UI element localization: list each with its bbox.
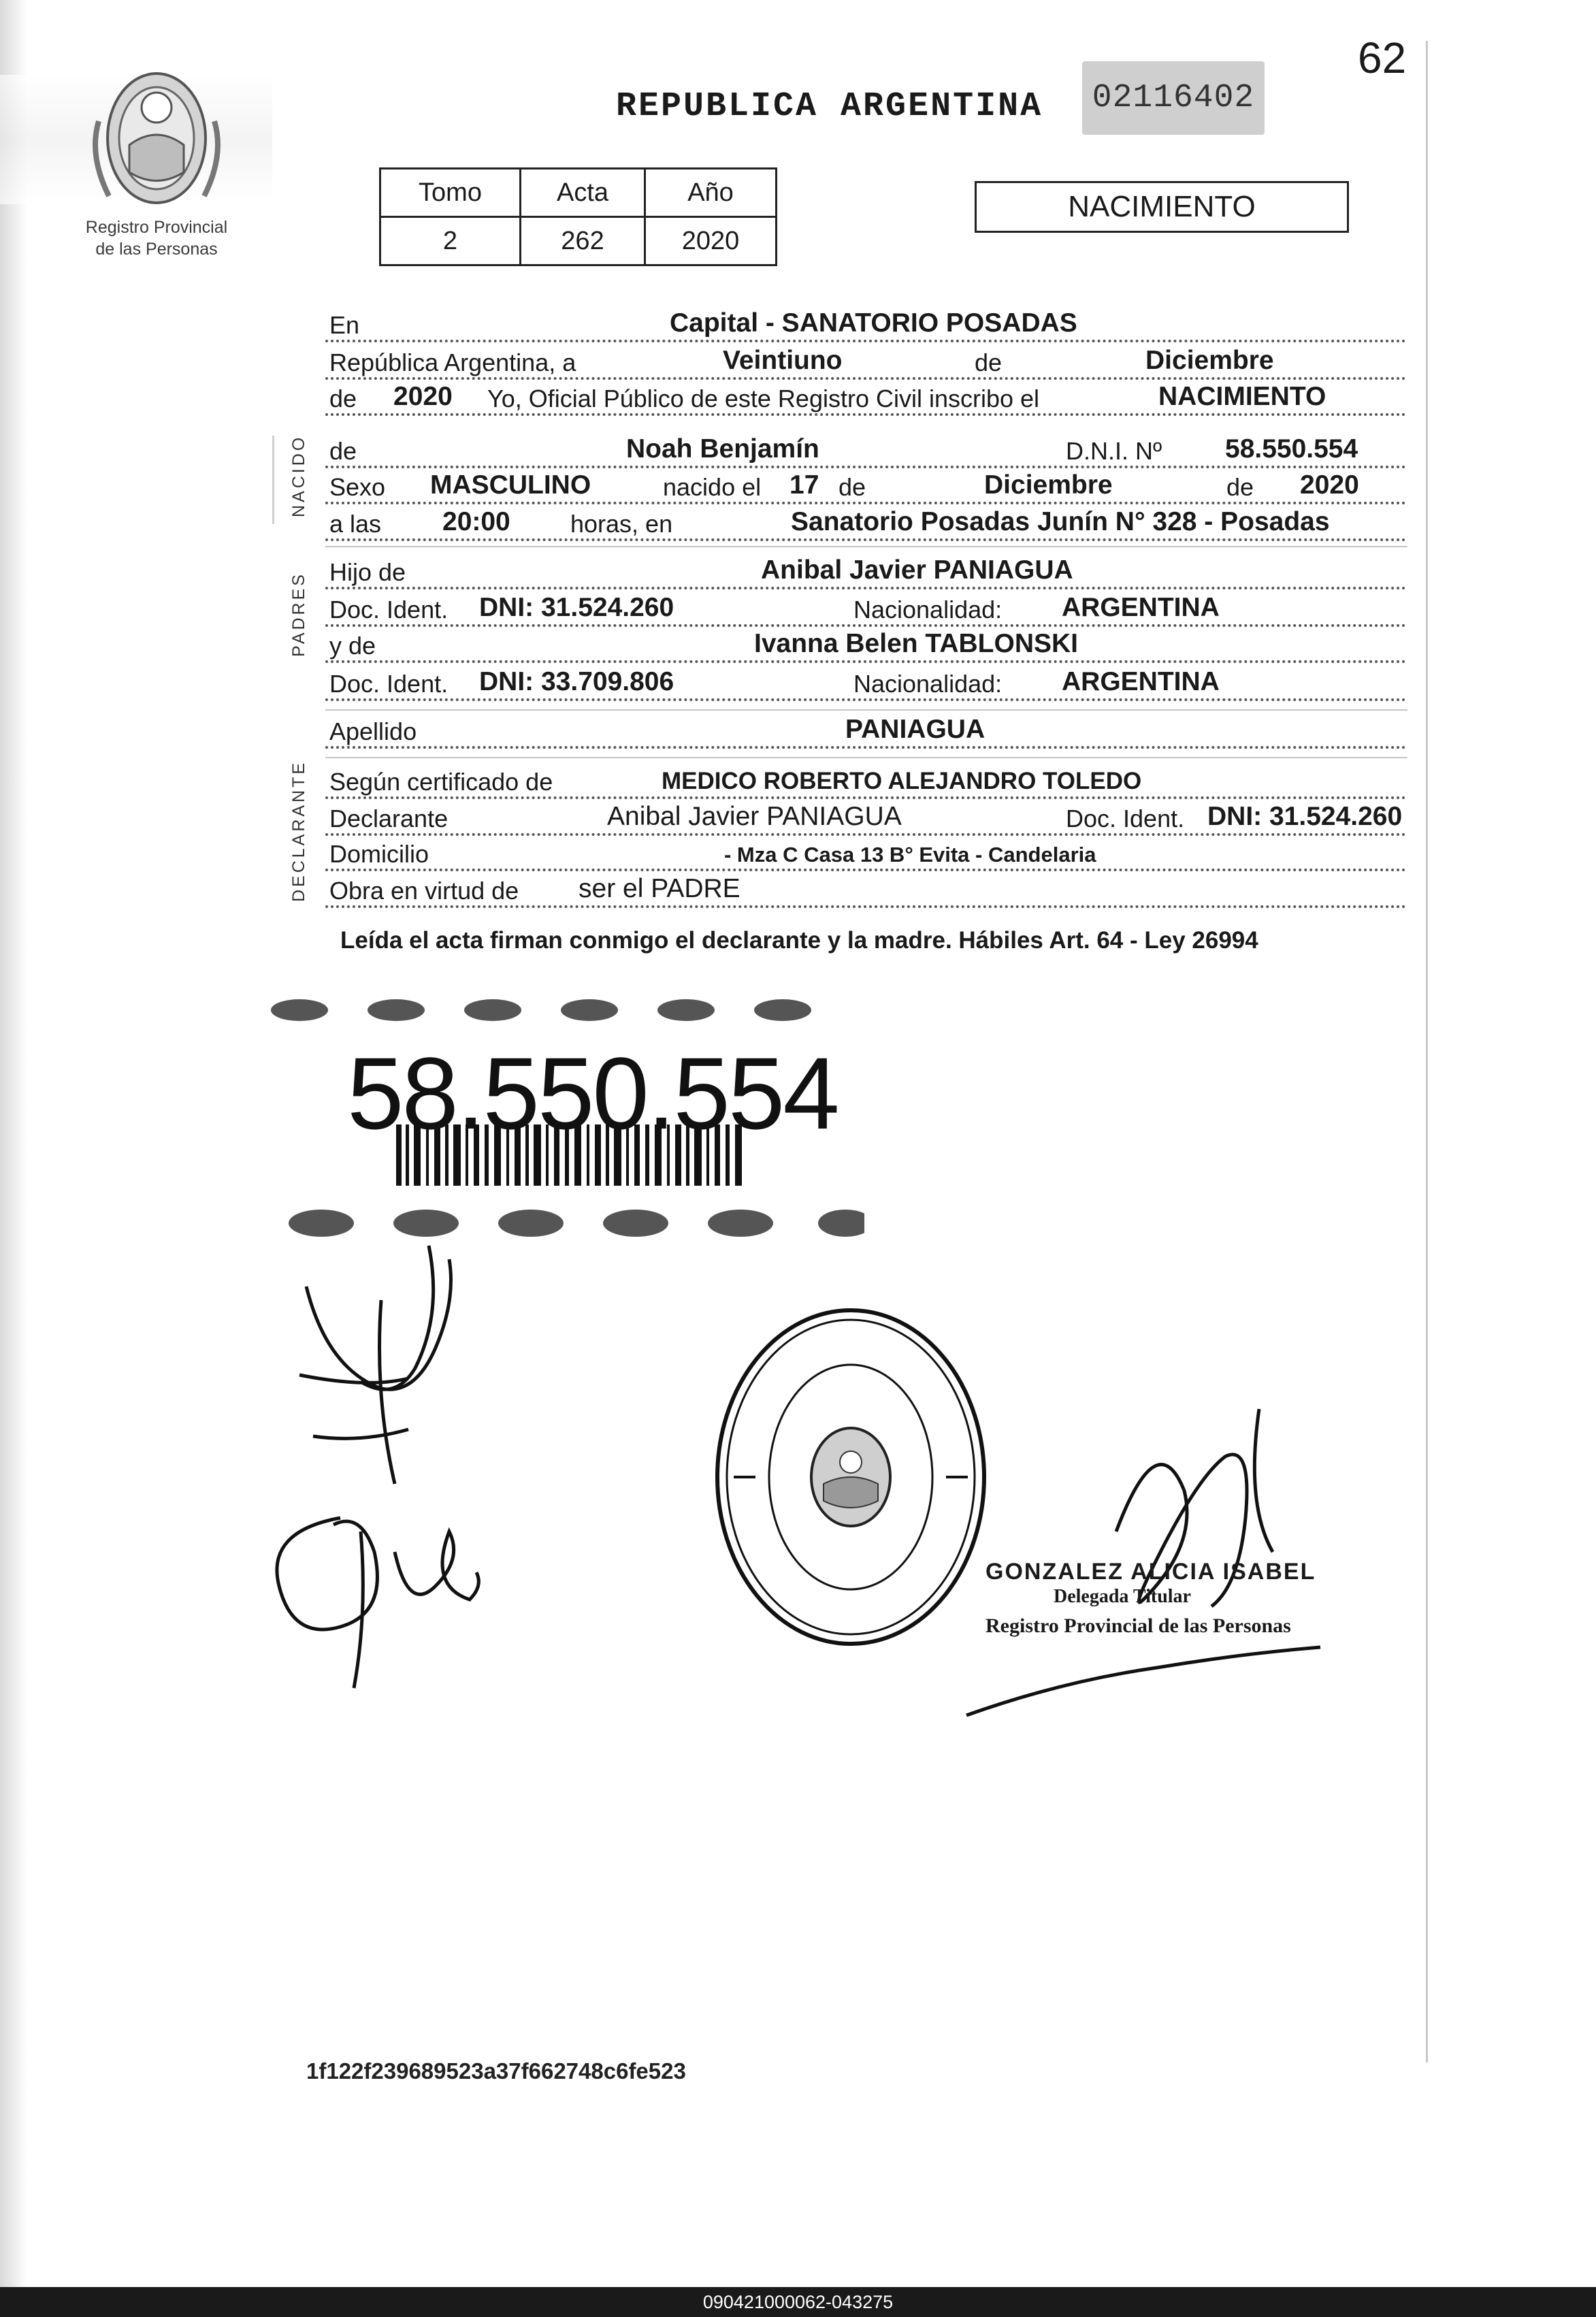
- signatory-name: GONZALEZ ALICIA ISABEL: [986, 1559, 1316, 1585]
- y-de-label: y de: [329, 632, 380, 660]
- nacido-el-label: nacido el: [659, 473, 765, 502]
- declarante-label: Declarante: [329, 805, 452, 833]
- scan-edge-right: [1426, 41, 1428, 2062]
- dni-value: 58.550.554: [1225, 434, 1358, 464]
- section-label-nacido: NACIDO: [289, 434, 308, 517]
- sexo-label: Sexo: [329, 473, 389, 502]
- section-rule: [325, 757, 1407, 758]
- en-label: En: [329, 311, 363, 340]
- scan-edge-left: [0, 0, 27, 2287]
- padre-nac-label: Nacionalidad:: [849, 596, 1006, 624]
- certificado-value: MEDICO ROBERTO ALEJANDRO TOLEDO: [662, 768, 1142, 794]
- signatory-office: Registro Provincial de las Personas: [986, 1615, 1291, 1637]
- registry-label: [65, 216, 248, 260]
- serial-stamp: [1082, 61, 1265, 135]
- field-row-madre: [325, 630, 1406, 664]
- padre-doc-value: DNI: 31.524.260: [479, 593, 674, 622]
- de-anio-label: de: [329, 385, 361, 413]
- mes-value: Diciembre: [1145, 346, 1274, 375]
- sexo-value: MASCULINO: [430, 470, 591, 500]
- document-title: REPUBLICA ARGENTINA: [616, 87, 1043, 126]
- act-type-box: NACIMIENTO: [975, 181, 1349, 233]
- inscribo-value: NACIMIENTO: [1158, 382, 1326, 411]
- section-rule: [325, 546, 1407, 547]
- apellido-value: PANIAGUA: [845, 715, 986, 744]
- field-row-apellido: [325, 716, 1406, 750]
- madre-value: Ivanna Belen TABLONSKI: [754, 629, 1079, 658]
- madre-nac-label: Nacionalidad:: [849, 670, 1006, 698]
- lugar-value: Sanatorio Posadas Junín N° 328 - Posadas: [791, 507, 1330, 536]
- declarante-doc-value: DNI: 31.524.260: [1207, 802, 1403, 831]
- madre-nac-value: ARGENTINA: [1062, 667, 1220, 696]
- apellido-label: Apellido: [329, 717, 421, 746]
- record-header-acta: Acta: [521, 169, 645, 217]
- dni-sticker-number: 58.550.554: [347, 1036, 838, 1150]
- hora-value: 20:00: [442, 507, 510, 536]
- obra-label: Obra en virtud de: [329, 877, 523, 905]
- de-nac-anio-label: de: [1222, 473, 1258, 502]
- madre-doc-label: Doc. Ident.: [329, 670, 452, 698]
- inscribo-label: Yo, Oficial Público de este Registro Civil inscribo el: [483, 385, 1043, 413]
- field-row-hora: [325, 508, 1406, 542]
- field-row-domicilio: [325, 839, 1406, 873]
- obra-value: ser el PADRE: [579, 874, 740, 903]
- signature-declarante-icon: [259, 1232, 531, 1695]
- de-nombre-label: de: [329, 437, 361, 466]
- record-value-acta: 262: [521, 217, 645, 265]
- field-row-inscribo: [325, 383, 1406, 417]
- padre-doc-label: Doc. Ident.: [329, 596, 452, 624]
- coat-of-arms-icon: [82, 60, 231, 213]
- registry-label-line1: Registro Provincial: [85, 218, 228, 237]
- serial-stamp-text: 02116402: [1092, 80, 1255, 116]
- section-divider: [272, 436, 274, 524]
- record-value-tomo: 2: [380, 217, 521, 265]
- nac-anio-value: 2020: [1300, 470, 1359, 500]
- dni-label: D.N.I. Nº: [1062, 437, 1166, 466]
- section-label-padres: PADRES: [289, 572, 308, 657]
- nac-dia-value: 17: [789, 470, 819, 500]
- field-row-en: [325, 310, 1406, 344]
- domicilio-value: - Mza C Casa 13 B° Evita - Candelaria: [724, 843, 1096, 866]
- field-row-obra: [325, 875, 1406, 909]
- closing-note: Leída el acta firman conmigo el declarante y la madre. Hábiles Art. 64 - Ley 26994: [340, 927, 1258, 954]
- document-hash: 1f122f239689523a37f662748c6fe523: [306, 2058, 686, 2084]
- a-las-label: a las: [329, 510, 385, 538]
- declarante-value: Anibal Javier PANIAGUA: [607, 802, 902, 831]
- padre-nac-value: ARGENTINA: [1062, 593, 1220, 622]
- republica-label: República Argentina, a: [329, 349, 580, 377]
- section-label-declarante: DECLARANTE: [289, 760, 308, 902]
- official-seal-icon: [708, 1300, 994, 1654]
- field-row-madre-doc: [325, 668, 1406, 702]
- field-row-declarante: [325, 803, 1406, 837]
- nombre-value: Noah Benjamín: [626, 434, 819, 464]
- declarante-doc-label: Doc. Ident.: [1062, 805, 1188, 833]
- en-value: Capital - SANATORIO POSADAS: [670, 308, 1077, 338]
- field-row-padre: [325, 557, 1406, 591]
- record-header-tomo: Tomo: [380, 169, 521, 217]
- de-label: de: [972, 349, 1006, 377]
- field-row-padre-doc: [325, 594, 1406, 628]
- horas-en-label: horas, en: [566, 510, 677, 538]
- registry-label-line2: de las Personas: [95, 240, 218, 259]
- record-table: [379, 167, 777, 266]
- domicilio-label: Domicilio: [329, 840, 433, 869]
- anio-value: 2020: [393, 382, 453, 411]
- record-value-anio: 2020: [645, 217, 777, 265]
- record-header-anio: Año: [645, 169, 777, 217]
- de-nac-label: de: [834, 473, 870, 502]
- field-row-fecha: [325, 347, 1406, 381]
- nac-mes-value: Diciembre: [984, 470, 1113, 500]
- certificado-label: Según certificado de: [329, 768, 557, 796]
- signatory-role: Delegada Titular: [1054, 1586, 1191, 1607]
- page-number: 62: [1358, 33, 1407, 82]
- hijo-de-label: Hijo de: [329, 558, 410, 587]
- field-row-nombre: [325, 436, 1406, 470]
- footer-code: 090421000062-043275: [702, 2292, 894, 2312]
- section-rule: [325, 709, 1407, 711]
- field-row-certificado: [325, 766, 1406, 800]
- field-row-sexo: [325, 472, 1406, 506]
- madre-doc-value: DNI: 33.709.806: [479, 667, 674, 696]
- padre-value: Anibal Javier PANIAGUA: [761, 555, 1073, 585]
- dia-value: Veintiuno: [723, 346, 843, 375]
